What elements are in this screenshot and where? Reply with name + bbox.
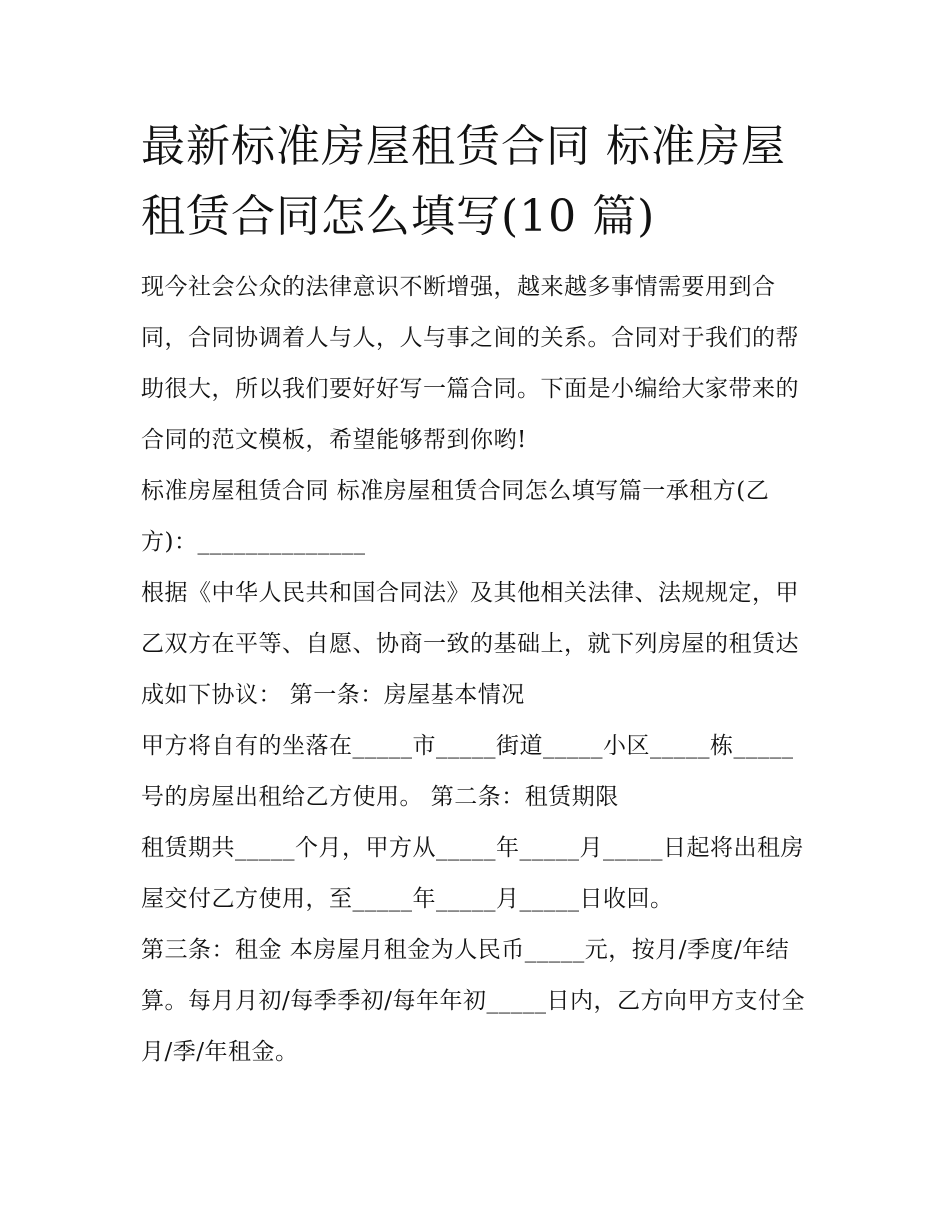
document-title: 最新标准房屋租赁合同 标准房屋租赁合同怎么填写(10 篇) — [141, 121, 786, 242]
article-two-paragraph: 租赁期共_____个月，甲方从_____年_____月_____日起将出租房屋交付乙方使用，至_____年_____月_____日收回。 — [141, 835, 804, 912]
agreement-paragraph: 根据《中华人民共和国合同法》及其他相关法律、法规规定，甲乙双方在平等、自愿、协商一致的基础上，就下列房屋的租赁达成如下协议： 第一条：房屋基本情况 — [141, 580, 799, 708]
article-three-paragraph: 第三条：租金 本房屋月租金为人民币_____元，按月/季度/年结算。每月月初/每季季初/每年年初_____日内，乙方向甲方支付全月/季/年租金。 — [141, 937, 805, 1065]
lessee-paragraph: 标准房屋租赁合同 标准房屋租赁合同怎么填写篇一承租方(乙方)：______________ — [141, 478, 770, 555]
intro-paragraph: 现今社会公众的法律意识不断增强，越来越多事情需要用到合同，合同协调着人与人，人与事之间的关系。合同对于我们的帮助很大，所以我们要好好写一篇合同。下面是小编给大家带来的合同的范文模板，希望能够帮到你哟! — [141, 274, 799, 453]
document-page — [141, 112, 813, 1078]
article-one-paragraph: 甲方将自有的坐落在_____市_____街道_____小区_____栋_____号的房屋出租给乙方使用。 第二条：租赁期限 — [141, 733, 794, 810]
